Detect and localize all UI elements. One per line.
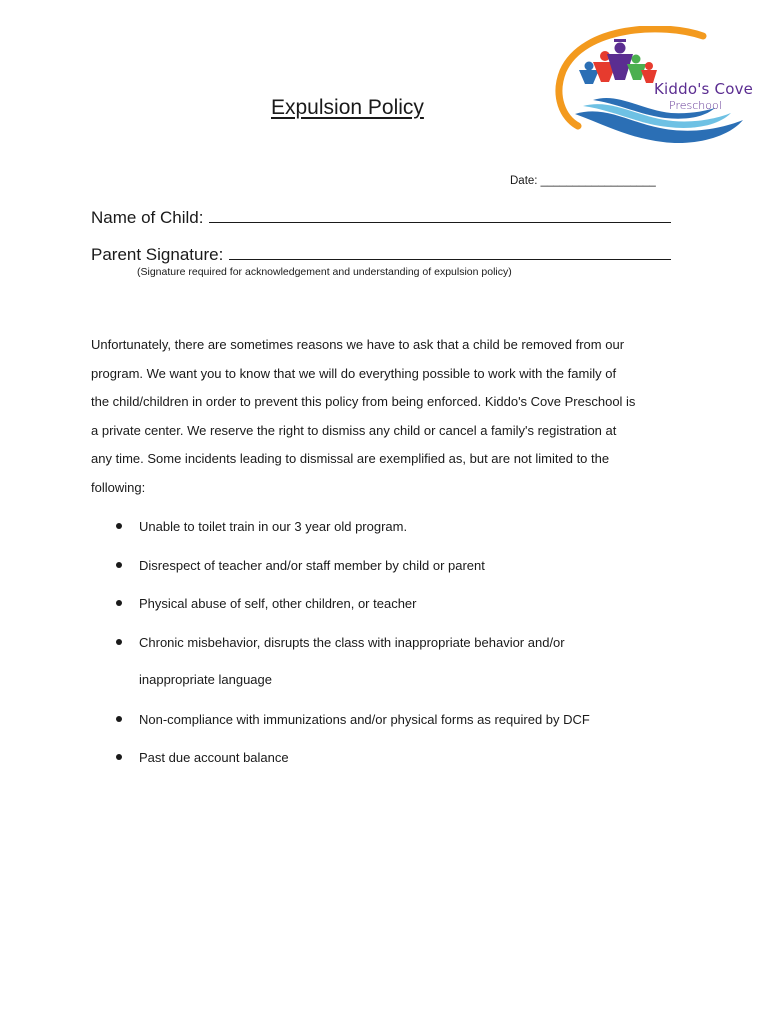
list-item [0, 745, 770, 784]
list-item-text-continued: inappropriate language [139, 671, 272, 687]
name-of-child-field[interactable] [91, 206, 671, 228]
intro-line: program. We want you to know that we will do everything possible to work with the family of [91, 365, 617, 381]
list-item [0, 591, 770, 630]
parent-signature-field[interactable] [91, 243, 671, 265]
parent-signature-blank[interactable] [229, 243, 671, 260]
bullet-icon [116, 523, 122, 529]
intro-line: Unfortunately, there are sometimes reasons we have to ask that a child be removed from our [91, 337, 625, 352]
date-field[interactable]: Date: __________________ [510, 175, 656, 187]
list-item-text: Past due account balance [139, 750, 289, 766]
document-title: Expulsion Policy [271, 96, 424, 119]
list-item-text: Unable to toilet train in our 3 year old program. [139, 519, 408, 534]
list-item [0, 707, 770, 746]
bullet-icon [116, 639, 122, 645]
dismissal-reasons-list [0, 514, 770, 784]
intro-line: following: [91, 479, 146, 495]
list-item-text: Chronic misbehavior, disrupts the class with inappropriate behavior and/or [139, 634, 565, 650]
bullet-icon [116, 600, 122, 606]
bullet-icon [116, 754, 122, 760]
intro-line: the child/children in order to prevent this policy from being enforced. Kiddo's Cove Preschool is [91, 394, 636, 410]
logo-name-line2: Preschool [669, 99, 722, 112]
list-item [0, 553, 770, 592]
list-item-text: Disrespect of teacher and/or staff member by child or parent [139, 557, 485, 573]
intro-line: a private center. We reserve the right to dismiss any child or cancel a family's registration at [91, 422, 617, 438]
list-item [0, 514, 770, 553]
intro-paragraph [91, 331, 671, 503]
signature-note: (Signature required for acknowledgement and understanding of expulsion policy) [137, 266, 512, 278]
name-of-child-blank[interactable] [209, 206, 671, 223]
bullet-icon [116, 716, 122, 722]
name-of-child-label: Name of Child: [91, 208, 204, 227]
list-item-text: Non-compliance with immunizations and/or physical forms as required by DCF [139, 711, 590, 727]
parent-signature-label: Parent Signature: [91, 245, 224, 264]
bullet-icon [116, 562, 122, 568]
list-item [0, 630, 770, 707]
intro-line: any time. Some incidents leading to dismissal are exemplified as, but are not limited to the [91, 451, 610, 467]
list-item-text: Physical abuse of self, other children, or teacher [139, 596, 417, 612]
logo-name-line1: Kiddo's Cove [654, 80, 754, 98]
kiddos-cove-logo [553, 26, 754, 148]
